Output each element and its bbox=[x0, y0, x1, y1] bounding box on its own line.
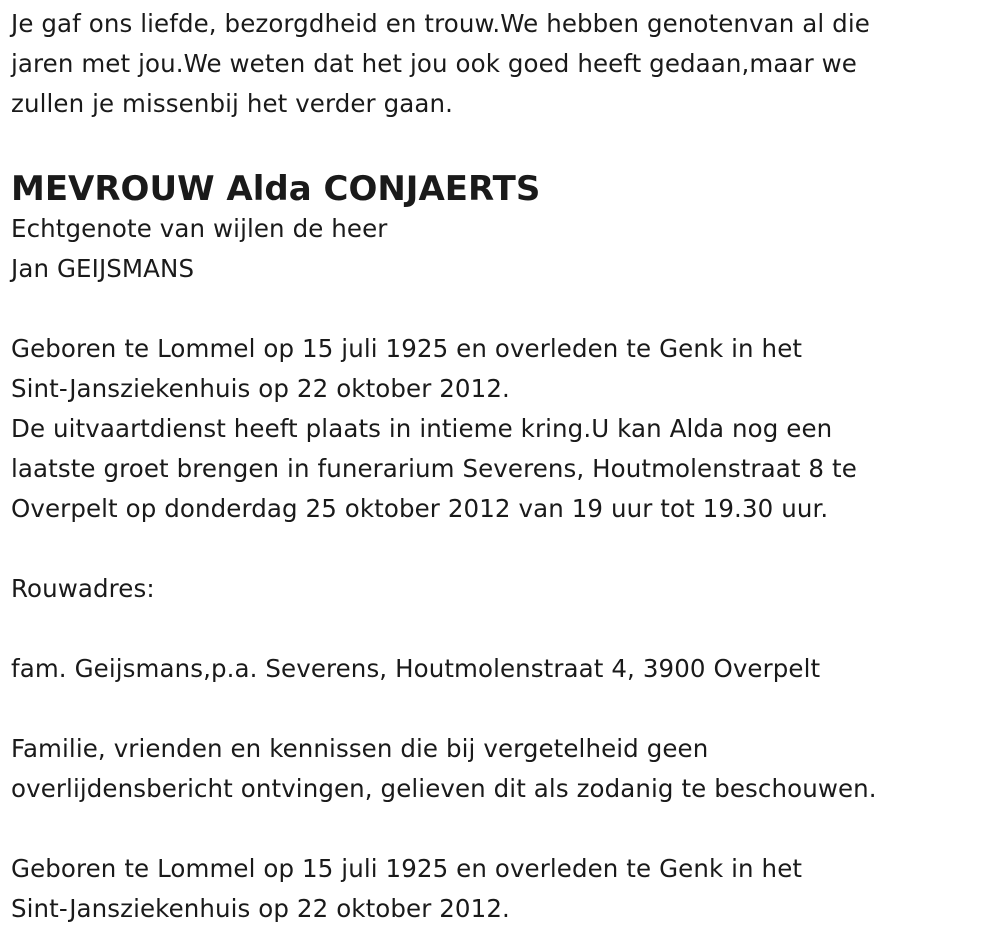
poem-line: Je gaf ons liefde, bezorgdheid en trouw.We hebben genotenvan al die bbox=[11, 9, 870, 38]
poem-line: jaren met jou.We weten dat het jou ook goed heeft gedaan,maar we bbox=[11, 49, 857, 78]
spacer bbox=[11, 529, 991, 569]
deceased-name: MEVROUW Alda CONJAERTS bbox=[11, 169, 541, 209]
relation-line: Echtgenote van wijlen de heer bbox=[11, 214, 388, 243]
service-section bbox=[11, 409, 991, 529]
spacer bbox=[11, 609, 991, 649]
mourning-address-section bbox=[11, 569, 991, 689]
poem-section bbox=[11, 4, 991, 124]
notice-line: overlijdensbericht ontvingen, gelieven dit als zodanig te beschouwen. bbox=[11, 774, 877, 803]
spacer bbox=[11, 289, 991, 329]
relation-line: Jan GEIJSMANS bbox=[11, 254, 195, 283]
deceased-section bbox=[11, 166, 991, 289]
mourning-address: fam. Geijsmans,p.a. Severens, Houtmolenstraat 4, 3900 Overpelt bbox=[11, 654, 821, 683]
service-line: laatste groet brengen in funerarium Severens, Houtmolenstraat 8 te bbox=[11, 454, 857, 483]
birth-death-line: Geboren te Lommel op 15 juli 1925 en overleden te Genk in het bbox=[11, 334, 803, 363]
birth-death-line: Geboren te Lommel op 15 juli 1925 en overleden te Genk in het bbox=[11, 854, 803, 883]
poem-line: zullen je missenbij het verder gaan. bbox=[11, 89, 454, 118]
obituary-document bbox=[11, 4, 991, 929]
birth-death-section bbox=[11, 329, 991, 409]
notice-section bbox=[11, 729, 991, 809]
notice-line: Familie, vrienden en kennissen die bij vergetelheid geen bbox=[11, 734, 709, 763]
service-line: De uitvaartdienst heeft plaats in intieme kring.U kan Alda nog een bbox=[11, 414, 833, 443]
spacer bbox=[11, 809, 991, 849]
birth-death-line: Sint-Jansziekenhuis op 22 oktober 2012. bbox=[11, 894, 510, 923]
spacer bbox=[11, 689, 991, 729]
birth-death-line: Sint-Jansziekenhuis op 22 oktober 2012. bbox=[11, 374, 510, 403]
mourning-address-label: Rouwadres: bbox=[11, 574, 155, 603]
birth-death-repeat-section bbox=[11, 849, 991, 929]
service-line: Overpelt op donderdag 25 oktober 2012 van 19 uur tot 19.30 uur. bbox=[11, 494, 829, 523]
